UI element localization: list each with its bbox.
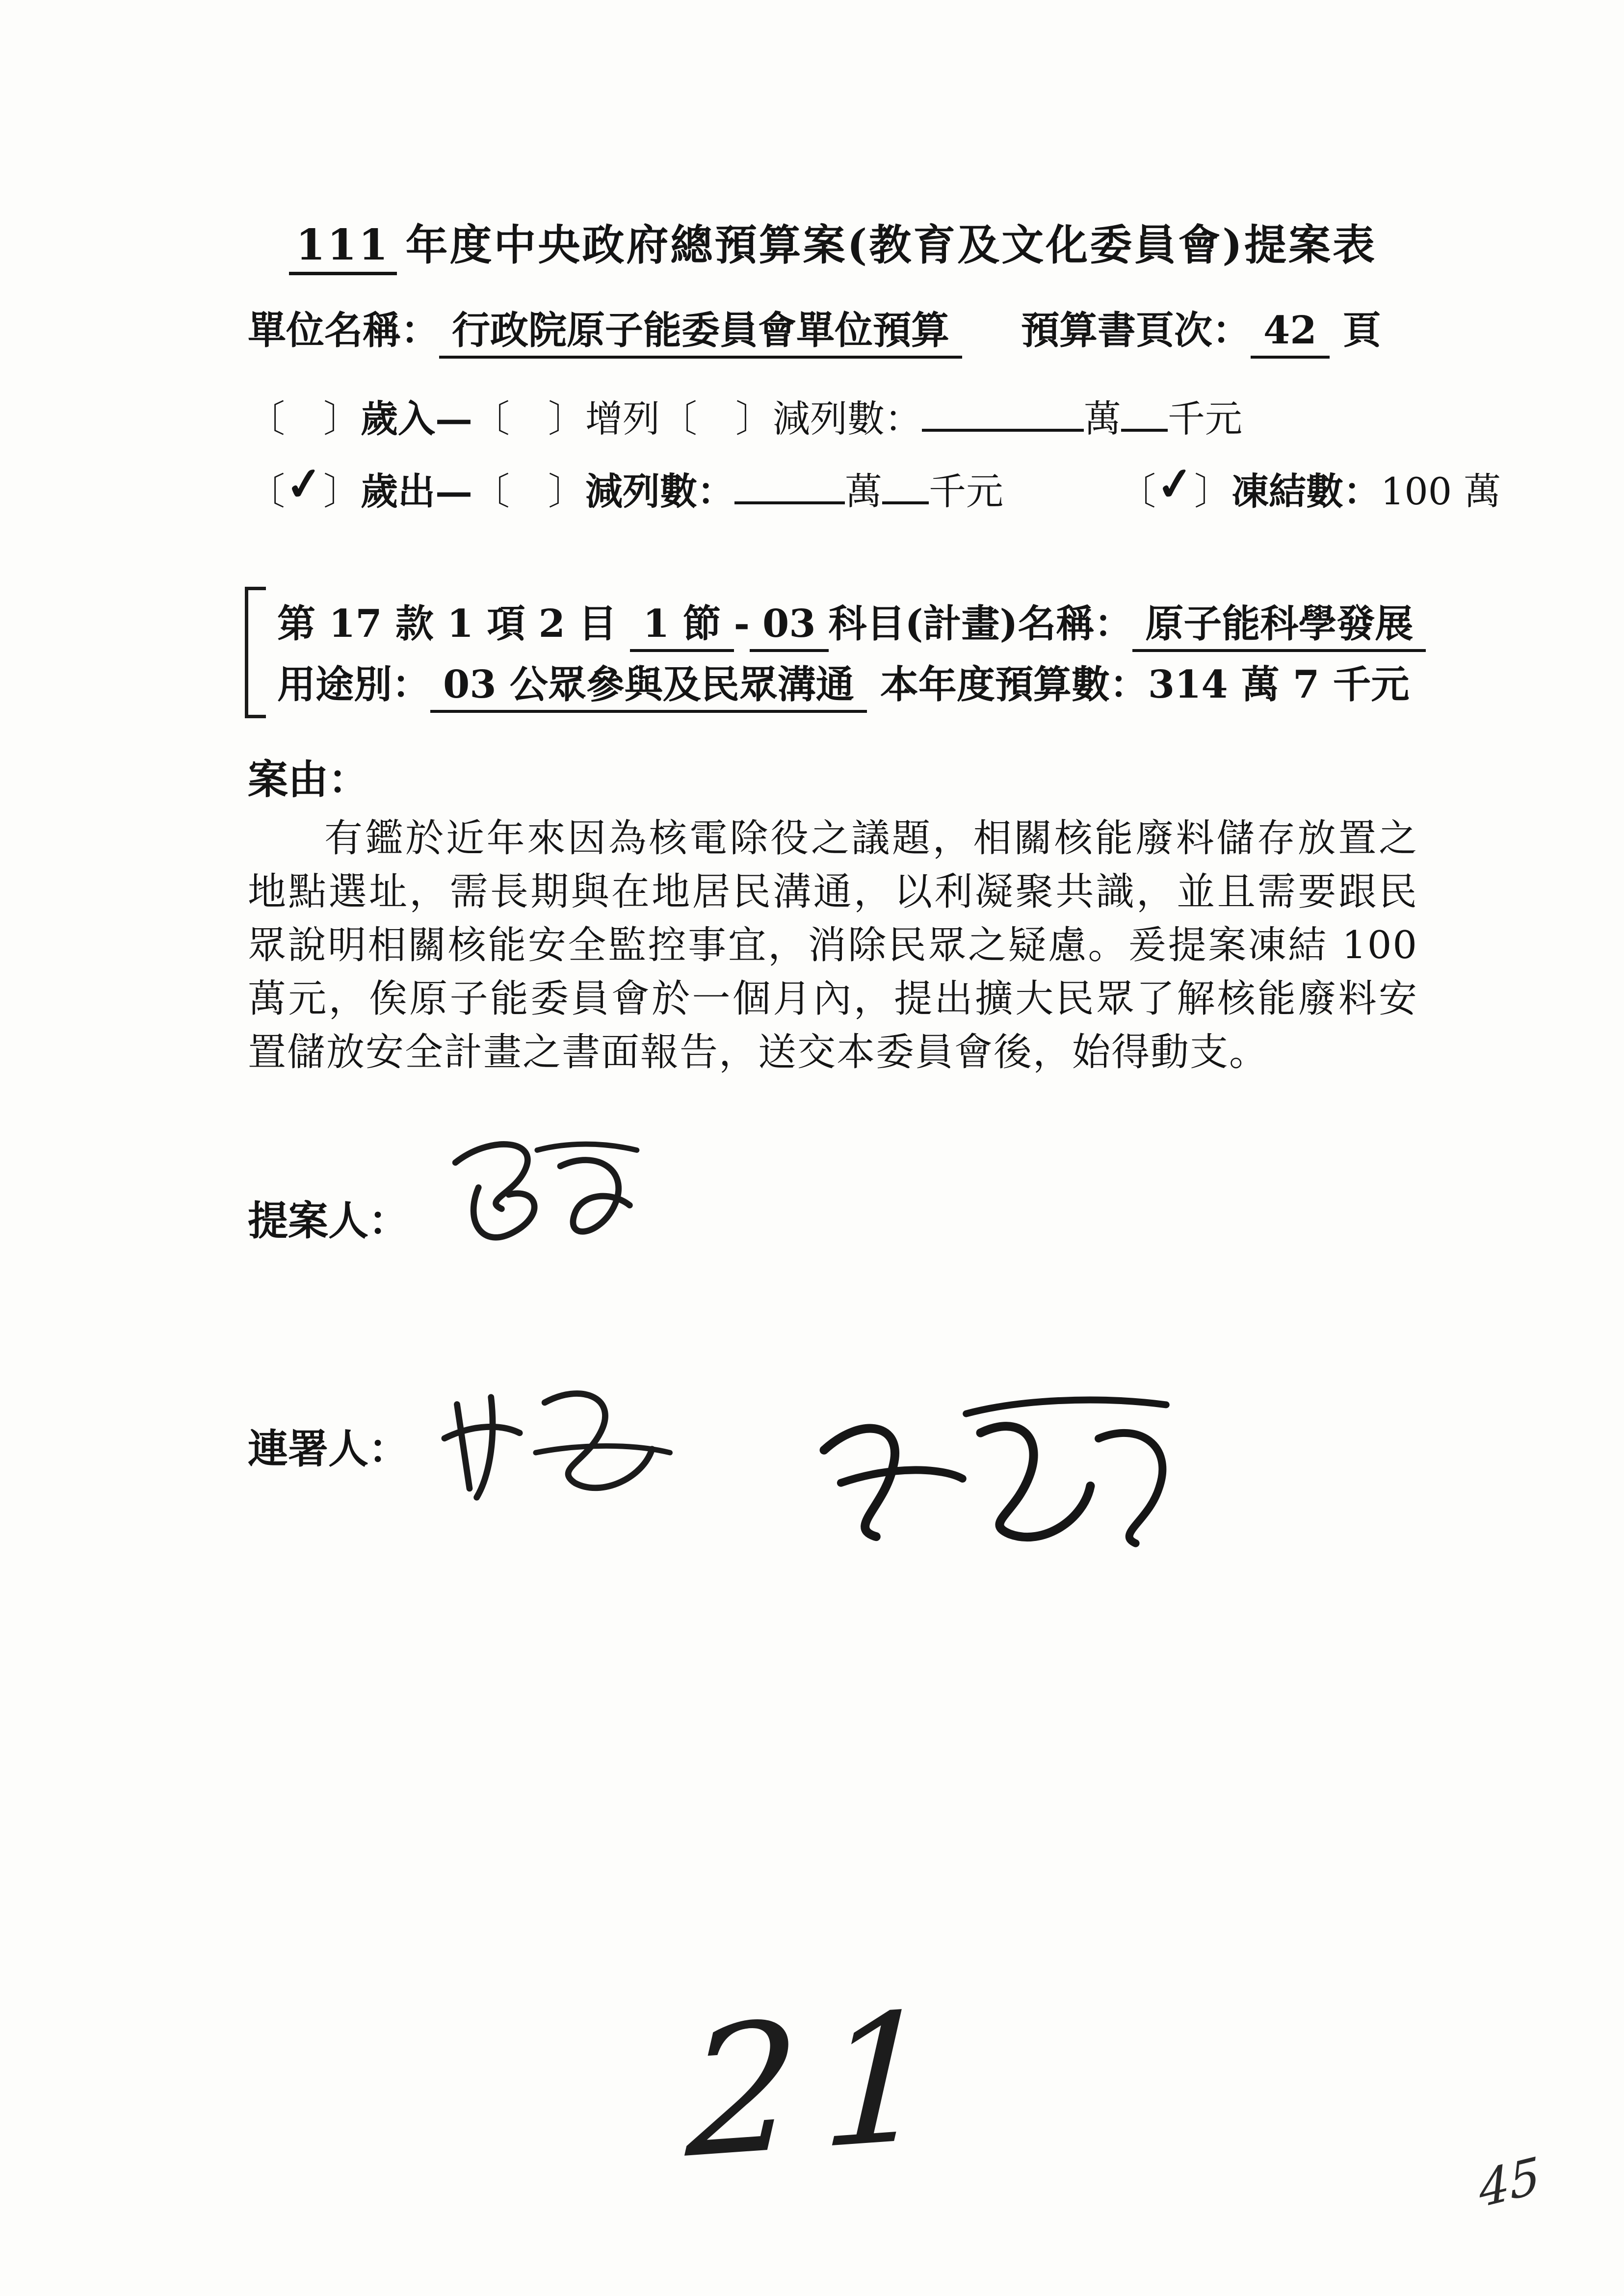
budget-item-section [248, 594, 1418, 715]
expense-check-mark: ✓ [283, 455, 326, 512]
title-text: 年度中央政府總預算案(教育及文化委員會)提案表 [405, 220, 1377, 270]
budget-item-line1 [277, 594, 1418, 654]
bracket-close: 〕 [548, 397, 585, 441]
budget-item-line2 [277, 654, 1418, 715]
bracket-close: 〕 [323, 470, 361, 513]
unit-name-value: 行政院原子能委員會單位預算 [439, 308, 962, 359]
item-number-prefix: 第 17 款 1 項 2 目 [277, 601, 617, 646]
unit-qianyuan: 千元 [1168, 397, 1242, 441]
proposer-signature-strokes [423, 1123, 669, 1266]
bracket-close: 〕 [548, 470, 585, 513]
blank-amount-qian [882, 467, 929, 504]
budget-page-suffix: 頁 [1342, 308, 1381, 353]
cosigner-signature-1 [423, 1361, 698, 1513]
expense-label: 歲出— [361, 470, 472, 513]
budget-page-value: 42 [1251, 308, 1330, 359]
item-section-number: 1 節 [630, 601, 733, 652]
bracket-open: 〔 [660, 397, 697, 441]
freeze-value: 100 萬 [1381, 470, 1501, 513]
annual-budget-label: 本年度預算數： [880, 662, 1148, 707]
checkbox-increase-mark [510, 391, 548, 447]
item-subject-number: 03 [750, 601, 829, 652]
usage-type-value: 03 公眾參與及民眾溝通 [430, 662, 867, 713]
checkbox-income-mark [285, 391, 323, 447]
bracket-open: 〔 [1119, 470, 1156, 513]
bracket-close: 〕 [1194, 470, 1231, 513]
decrease-amount-label: 減列數： [585, 470, 734, 513]
proposer-row [248, 1153, 1418, 1295]
unit-wan: 萬 [1084, 397, 1121, 441]
checkbox-freeze-checked [1119, 455, 1231, 520]
unit-name-row [248, 302, 1418, 359]
checkbox-expense-checked [248, 455, 361, 520]
checkbox-income [248, 391, 361, 447]
annual-budget-value: 314 萬 7 千元 [1148, 662, 1410, 707]
checkbox-decrease-income [660, 391, 773, 447]
cosigner-signature-2 [778, 1376, 1202, 1587]
checkbox-decrease-expense [472, 463, 585, 520]
income-label: 歲入— [361, 397, 472, 441]
unit-name-label: 單位名稱： [248, 308, 440, 353]
subject-name-label: 科目(計畫)名稱： [828, 601, 1133, 646]
freeze-check-mark: ✓ [1153, 455, 1197, 512]
usage-type-label: 用途別： [277, 662, 431, 707]
decrease-amount-label: 減列數： [773, 397, 922, 441]
cosigner-row [248, 1354, 1418, 1550]
bracket-close: 〕 [735, 397, 773, 441]
bracket-close: 〕 [323, 397, 361, 441]
bracket-open: 〔 [472, 397, 510, 441]
blank-amount-qian [1121, 394, 1168, 432]
handwritten-corner-mark: 45 [1477, 2145, 1542, 2219]
left-bracket-rule [245, 587, 266, 718]
income-row [248, 391, 1418, 447]
checkbox-decrease-income-mark [697, 391, 735, 447]
document-title [248, 211, 1418, 272]
expense-row [248, 455, 1501, 520]
bracket-open: 〔 [248, 470, 285, 513]
freeze-label: 凍結數： [1231, 470, 1381, 513]
reason-paragraph: 有鑑於近年來因為核電除役之議題，相關核能廢料儲存放置之地點選址，需長期與在地居民溝通，以利凝聚共識，並且需要跟民眾說明相關核能安全監控事宜，消除民眾之疑慮。爰提案凍結 100 萬元，俟原子能委員會於一個月內，提出擴大民眾了解核能廢料安置儲放安全計畫之書面報告，送交本委員會後，始得動支。 [248, 816, 1418, 1074]
blank-amount-wan [922, 394, 1084, 432]
bracket-open: 〔 [472, 470, 510, 513]
handwritten-page-number: 21 [683, 1972, 960, 2198]
bracket-open: 〔 [248, 397, 285, 441]
checkbox-decrease-expense-mark [510, 463, 548, 520]
unit-qianyuan: 千元 [929, 470, 1003, 513]
cosigner-label: 連署人： [248, 1425, 409, 1473]
cosigner-signature-2-strokes [778, 1376, 1202, 1587]
blank-amount-wan [734, 467, 845, 504]
checkbox-increase [472, 391, 585, 447]
title-year-underlined: 111 [289, 220, 397, 275]
subject-name-value: 原子能科學發展 [1132, 601, 1426, 652]
document-content [248, 211, 1501, 1550]
unit-wan: 萬 [845, 470, 882, 513]
increase-label: 增列 [585, 397, 660, 441]
proposer-label: 提案人： [248, 1197, 409, 1245]
proposer-signature [423, 1123, 669, 1266]
reason-heading: 案由： [248, 756, 369, 803]
budget-page-label: 預算書頁次： [1021, 308, 1251, 353]
cosigner-signature-1-strokes [423, 1361, 698, 1513]
item-dash: - [733, 601, 750, 646]
